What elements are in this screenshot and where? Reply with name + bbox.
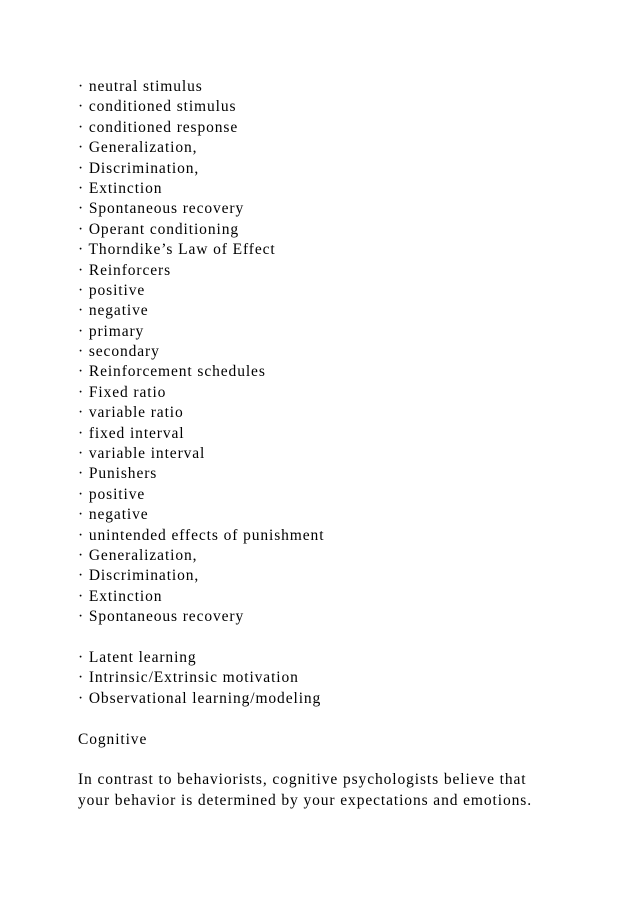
list-item: · Reinforcement schedules	[78, 363, 266, 381]
list-item: · Fixed ratio	[78, 383, 167, 401]
list-item: · Intrinsic/Extrinsic motivation	[78, 669, 299, 687]
list-item: · Extinction	[78, 587, 163, 605]
list-item: · secondary	[78, 343, 160, 361]
list-item: · Latent learning	[78, 648, 197, 666]
list-item: · conditioned stimulus	[78, 98, 237, 116]
list-item: · negative	[78, 506, 149, 524]
paragraph-line: your behavior is determined by your expectations and emotions.	[78, 791, 532, 809]
list-item: · primary	[78, 322, 145, 340]
list-item: · conditioned response	[78, 118, 239, 136]
body-paragraph	[78, 770, 578, 811]
list-item: · unintended effects of punishment	[78, 526, 325, 544]
list-item: · negative	[78, 302, 149, 320]
list-item: · Generalization,	[78, 546, 198, 564]
list-item: · positive	[78, 485, 146, 503]
list-item: · Operant conditioning	[78, 220, 239, 238]
list-item: · variable interval	[78, 445, 206, 463]
list-item: · Observational learning/modeling	[78, 689, 322, 707]
list-item: · Punishers	[78, 465, 158, 483]
list-item: · Spontaneous recovery	[78, 200, 245, 218]
spacer	[78, 750, 578, 770]
list-item: · Reinforcers	[78, 261, 172, 279]
list-item: · Discrimination,	[78, 567, 200, 585]
term-list	[78, 77, 578, 628]
list-item: · Thorndike’s Law of Effect	[78, 241, 276, 259]
section-heading: Cognitive	[78, 730, 148, 748]
list-item: · Discrimination,	[78, 159, 200, 177]
list-item: · fixed interval	[78, 424, 185, 442]
list-item: · neutral stimulus	[78, 78, 203, 95]
list-item: · variable ratio	[78, 404, 184, 422]
list-item: · positive	[78, 281, 146, 299]
list-item: · Spontaneous recovery	[78, 608, 245, 626]
term-list-secondary	[78, 648, 578, 709]
spacer	[78, 628, 578, 648]
list-item: · Extinction	[78, 179, 163, 197]
spacer	[78, 709, 578, 729]
document-page	[78, 77, 578, 811]
list-item: · Generalization,	[78, 139, 198, 157]
paragraph-line: In contrast to behaviorists, cognitive psychologists believe that	[78, 771, 527, 789]
